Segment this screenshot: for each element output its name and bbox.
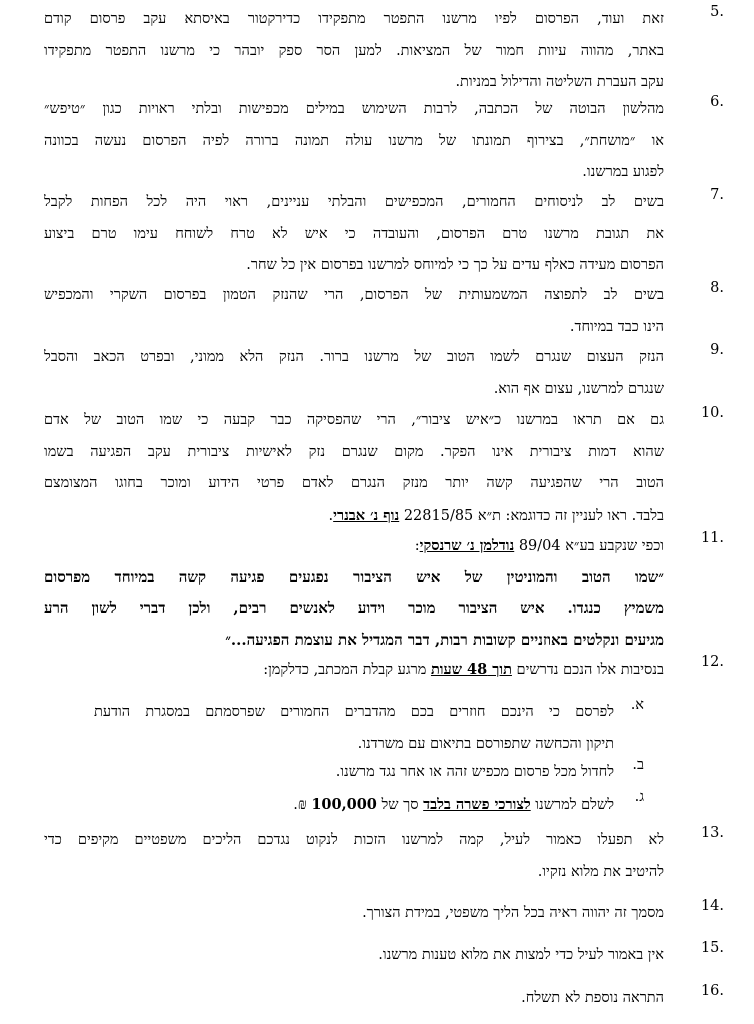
quote-line: משמיץ כנגדו. איש הציבור מוכר וידוע לאנשים רבים, ולכן דברי לשון הרע (44, 599, 664, 617)
text-line: אין באמור לעיל כדי למצות את מלוא טענות מרשנו. (378, 947, 664, 963)
paragraph-number: 5. (710, 4, 724, 20)
citation-text: בלבד. ראו לעניין זה כדוגמא: ת״א 22815/85 (399, 507, 664, 524)
text-line (94, 789, 614, 821)
text-line: גם אם תראו במרשנו כ״איש ציבור״, הרי שהפסיקה כבר קבעה כי שמו הטוב של אדם (44, 412, 664, 428)
demand-intro-end: מרגע קבלת המכתב, כדלקמן: (263, 662, 431, 678)
text-line: התראה נוספת לא תשלח. (521, 990, 664, 1006)
paragraph-number: 9. (710, 342, 724, 358)
text-line: הטוב הרי שהפגיעה קשה יותר מנזק הנגרם לאדם פרטי הידוע ומוכר בחוגו המצומצם (44, 475, 664, 491)
text-line: בשים לב לניסוחים החמורים, המכפישים והבלתי עניינים, ראוי היה לכל הפחות לקבל (44, 194, 664, 210)
text-line: לפרסם כי הינכם חוזרים בכם מהדברים החמורים שפרסמתם במסגרת הודעת (94, 704, 614, 720)
text-line: שהוא דמות ציבורית אינו הפקר. מקום שנגרם נזק לאישיות ציבורית עקב הפגיעה בשמו (44, 443, 664, 460)
text-line: הינו כבד במיוחד. (569, 318, 664, 335)
text-line: זאת ועוד, הפרסום לפיו מרשנו התפטר מתפקידו כדירקטור באיסתא עקב פרסום קודם (44, 11, 664, 27)
text-line: הפרסום מעידה כאלף עדים על כך כי למיוחס למרשנו בפרסום אין כל שחר. (246, 257, 664, 273)
paragraph-number: 8. (710, 280, 724, 296)
paragraph-number: 6. (710, 94, 724, 110)
paragraph-number: 11. (700, 530, 724, 546)
paragraph-number: 7. (710, 187, 724, 203)
demand-intro: בנסיבות אלו הנכם נדרשים (511, 662, 664, 678)
settlement-only: לצורכי פשרה בלבד (423, 796, 531, 813)
paragraph-number: 16. (700, 983, 724, 999)
payment-text: לשלם למרשנו (530, 797, 614, 813)
paragraph-number: 13. (700, 825, 724, 841)
text-line: מסמך זה יהווה ראיה בכל הליך משפטי, במידת הצורך. (362, 905, 664, 921)
text-line: מהלשון הבוטה של הכתבה, לרבות השימוש במילים מכפישות ובלתי ראויות כגון ״טיפש״ (44, 101, 664, 117)
text-line (44, 654, 664, 686)
text-line: בשים לב לתפוצה המשמעותית של הפרסום, הרי שהנזק הטמון בפרסום השקרי והמכפיש (44, 287, 664, 303)
text-line: בלבד. ראו לעניין זה כדוגמא: ת״א 22815/85 נוף נ׳ אבנרי. (328, 506, 664, 524)
sub-item-letter: ב. (632, 757, 644, 773)
currency: ₪. (293, 797, 307, 813)
text-line: תיקון והכחשה שתפורסם בתיאום עם משרדנו. (357, 735, 614, 752)
quote-line: ״שמו הטוב והמוניטין של איש הציבור נפגעים פגיעה קשה במיוחד מפרסום (44, 567, 664, 586)
sub-item-letter: ג. (634, 789, 644, 805)
deadline: תוך 48 שעות (430, 661, 512, 678)
case-name: נוף נ׳ אבנרי (333, 506, 400, 524)
text-line: באתר, מהווה עיוות חמור של המציאות. למען הסר ספק יובהר כי מרשנו התפטר מתפקידו (44, 42, 664, 59)
text-line: לפגוע במרשנו. (582, 164, 664, 180)
text-line: וכפי שנקבע בע״א 89/04 נודלמן נ׳ שרנסקי: (414, 537, 664, 554)
paragraph-number: 10. (700, 405, 724, 421)
paragraph-number: 12. (700, 654, 724, 670)
text-line: את תגובת מרשנו טרם הפרסום, והעובדה כי איש לא טרח לשוחח עימו טרם ביצוע (44, 225, 664, 242)
paragraph-number: 15. (700, 940, 724, 956)
text-line: עקב העברת השליטה והדילול במניות. (455, 74, 664, 90)
payment-text-2: סך של (376, 797, 424, 813)
paragraph-number: 14. (700, 898, 724, 914)
amount: 100,000 (311, 796, 377, 813)
text-line: או ״מושחת״, בצירוף תמונתו של מרשנו עולה תמונה ברורה לפיה הפרסום נעשה בכוונה (44, 132, 664, 149)
text-line: שנגרם למרשנו, עצום אף הוא. (493, 380, 664, 397)
quote-line: מגיעים ונקלטים באוזניים קשובות רבות, דבר המגדיל את עוצמת הפגיעה...״ (225, 630, 664, 649)
citation-text: וכפי שנקבע בע״א 89/04 (514, 538, 664, 554)
case-name: נודלמן נ׳ שרנסקי (419, 537, 515, 554)
text-line: להיטיב את מלוא נזקיו. (537, 863, 664, 880)
text-line: לא תפעלו כאמור לעיל, קמה למרשנו הזכות לנקוט נגדכם הליכים משפטיים מקיפים כדי (44, 832, 664, 848)
text-line: לחדול מכל פרסום מכפיש זהה או אחר נגד מרשנו. (335, 764, 614, 780)
text-line: הנזק העצום שנגרם לשמו הטוב של מרשנו ברור. הנזק הלא ממוני, ובפרט הכאב והסבל (44, 349, 664, 365)
sub-item-letter: א. (630, 697, 644, 713)
